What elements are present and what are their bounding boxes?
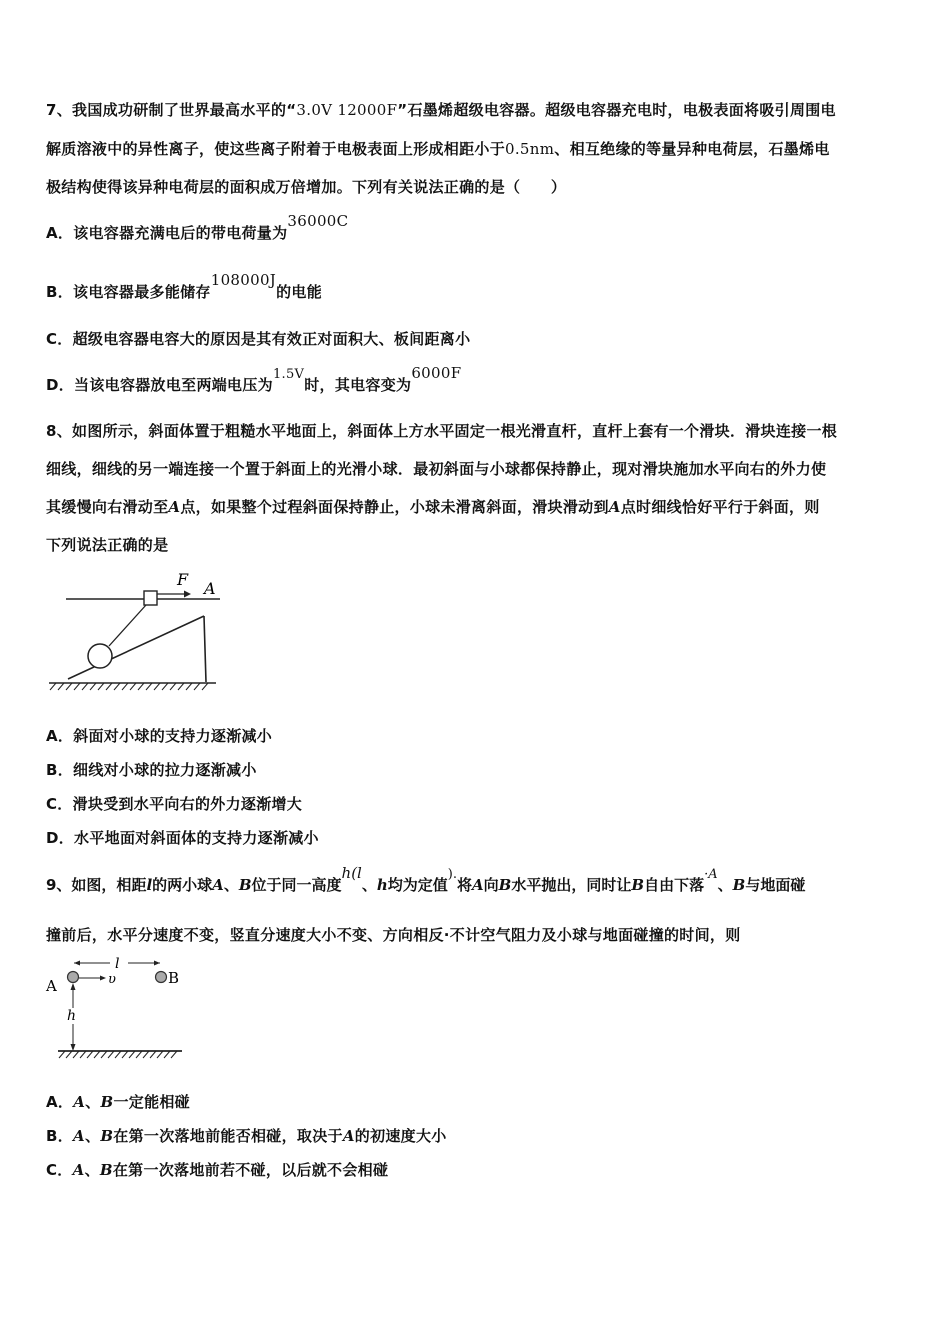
q7-option-c: C．超级电容器电容大的原因是其有效正对面积大、板间距离小: [46, 330, 471, 348]
q8-option-c: C．滑块受到水平向右的外力逐渐增大: [46, 795, 303, 813]
q8-option-d: D．水平地面对斜面体的支持力逐渐减小: [46, 829, 319, 847]
ball-icon: [88, 644, 112, 668]
q7-distance-formula: 0.5nm: [505, 140, 555, 158]
q7-text: 7、我国成功研制了世界最高水平的“: [46, 101, 297, 119]
q9-option-b: B．A、B在第一次落地前能否相碰，取决于A的初速度大小: [46, 1127, 447, 1145]
q7-option-b: B．该电容器最多能储存108000J的电能: [46, 271, 323, 301]
point-a-label: A: [204, 579, 216, 598]
force-label: F: [177, 570, 189, 589]
velocity-label: υ: [108, 972, 116, 987]
q7-spec-formula: 3.0V 12000F: [296, 101, 398, 119]
q8-line-1: 8、如图所示，斜面体置于粗糙水平地面上，斜面体上方水平固定一根光滑直杆，直杆上套有一个滑块．滑块连接一根: [46, 422, 838, 440]
q7-text: ”石墨烯超级电容器。超级电容器充电时，电极表面将吸引周围电: [397, 101, 836, 119]
q7-text: 、相互绝缘的等量异种电荷层，石墨烯电: [554, 140, 830, 158]
q7-option-a-formula: 36000C: [287, 212, 349, 230]
q8-incline-figure: [44, 566, 224, 694]
q7-option-b-formula: 108000J: [210, 271, 277, 289]
ball-b-label: B: [168, 969, 180, 987]
q9-line-2: 撞前后，水平分速度不变，竖直分速度大小不变、方向相反·不计空气阻力及小球与地面碰撞的时间，则: [46, 926, 741, 944]
q7-line-1: [46, 100, 836, 120]
q7-line-2: [46, 139, 830, 159]
q8-option-b: B．细线对小球的拉力逐渐减小: [46, 761, 257, 779]
q9-height-formula: h(l: [341, 864, 362, 882]
q7-option-d-formula-1: 1.5V: [272, 367, 305, 382]
q8-line-2: 细线，细线的另一端连接一个置于斜面上的光滑小球．最初斜面与小球都保持静止，现对滑块施加水平向右的外力使: [46, 460, 827, 478]
q9-option-a: A．A、B一定能相碰: [46, 1093, 190, 1111]
q7-option-a: A．该电容器充满电后的带电荷量为36000C: [46, 212, 349, 242]
q7-option-d-formula-2: 6000F: [411, 364, 462, 382]
ball-b-icon: [156, 972, 167, 983]
q8-line-3: 其缓慢向右滑动至A点，如果整个过程斜面保持静止，小球未滑离斜面，滑块滑动到A点时细线恰好平行于斜面，则: [46, 498, 820, 516]
q9-line-1: 9、如图，相距l的两小球A、B位于同一高度h(l、h均为定值).将A向B水平抛出，同时让B自由下落·A、B与地面碰: [46, 864, 806, 894]
ball-a-icon: [68, 972, 79, 983]
ball-a-label: A: [46, 977, 57, 995]
q8-line-4: 下列说法正确的是: [46, 536, 169, 554]
q8-option-a: A．斜面对小球的支持力逐渐减小: [46, 727, 273, 745]
q7-option-d: D．当该电容器放电至两端电压为1.5V时，其电容变为6000F: [46, 364, 462, 394]
q9-projectile-figure: [44, 952, 190, 1060]
q9-option-c: C．A、B在第一次落地前若不碰，以后就不会相碰: [46, 1161, 389, 1179]
q7-text: 解质溶液中的异性离子，使这些离子附着于电极表面上形成相距小于: [46, 140, 506, 158]
height-label: h: [67, 1008, 77, 1024]
distance-label: l: [115, 956, 120, 972]
q7-line-3: 极结构使得该异种电荷层的面积成万倍增加。下列有关说法正确的是（ ）: [46, 178, 567, 196]
